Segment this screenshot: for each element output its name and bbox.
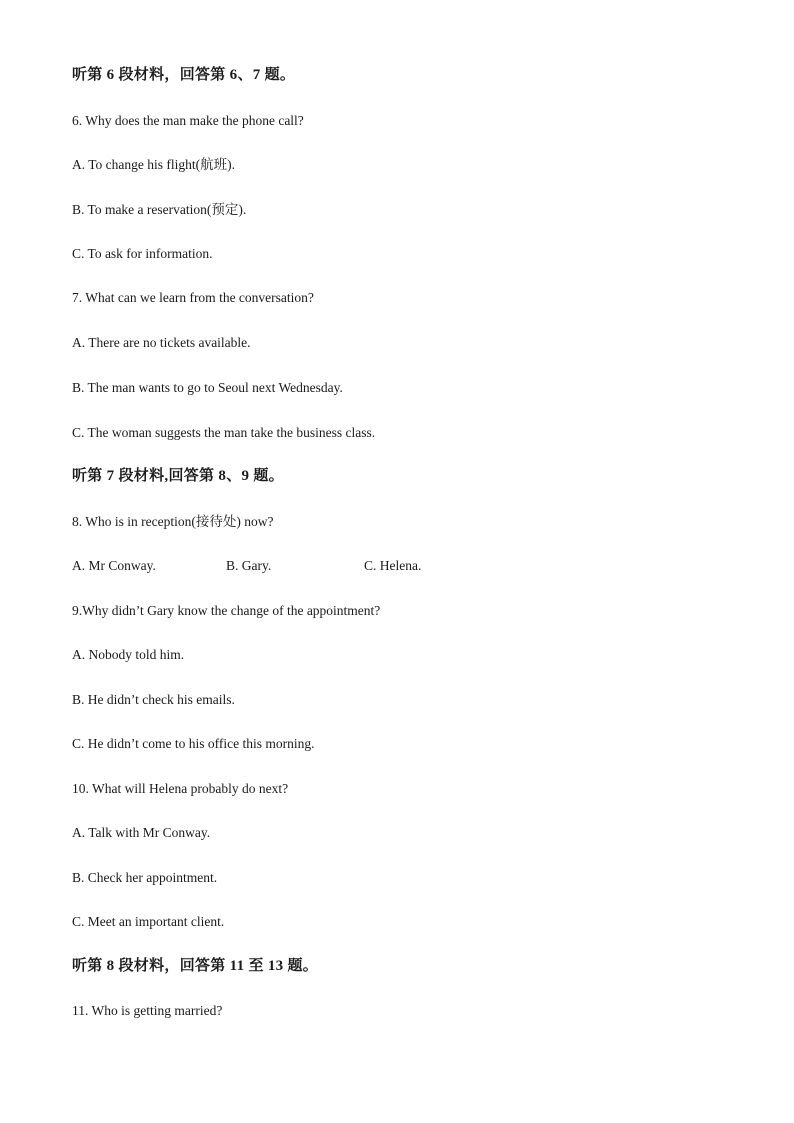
answer-option: A. Talk with Mr Conway. [72,825,211,840]
question-text: 8. Who is in reception(接待处) now? [72,514,274,529]
answer-option: A. Mr Conway. [72,558,156,573]
answer-option: A. To change his flight(航班). [72,157,236,172]
question-text: 6. Why does the man make the phone call? [72,113,304,128]
answer-option: C. Helena. [364,558,422,573]
section-heading: 听第 8 段材料，回答第 11 至 13 题。 [72,958,319,974]
answer-option: C. Meet an important client. [72,914,225,929]
question-text: 10. What will Helena probably do next? [72,781,289,796]
answer-options-row [0,557,794,575]
section-heading: 听第 6 段材料，回答第 6、7 题。 [72,67,296,83]
answer-option: B. The man wants to go to Seoul next Wednesday. [72,380,343,395]
answer-option: C. The woman suggests the man take the business class. [72,425,376,440]
answer-option: A. There are no tickets available. [72,335,251,350]
answer-option: C. To ask for information. [72,246,213,261]
answer-option: B. He didn’t check his emails. [72,692,235,707]
question-text: 7. What can we learn from the conversation? [72,290,314,305]
question-text: 11. Who is getting married? [72,1003,223,1018]
answer-option: A. Nobody told him. [72,647,185,662]
answer-option: B. Gary. [226,558,272,573]
question-text: 9.Why didn’t Gary know the change of the appointment? [72,603,381,618]
answer-option: C. He didn’t come to his office this morning. [72,736,315,751]
section-heading: 听第 7 段材料,回答第 8、9 题。 [72,468,284,484]
answer-option: B. To make a reservation(预定). [72,202,247,217]
answer-option: B. Check her appointment. [72,870,218,885]
